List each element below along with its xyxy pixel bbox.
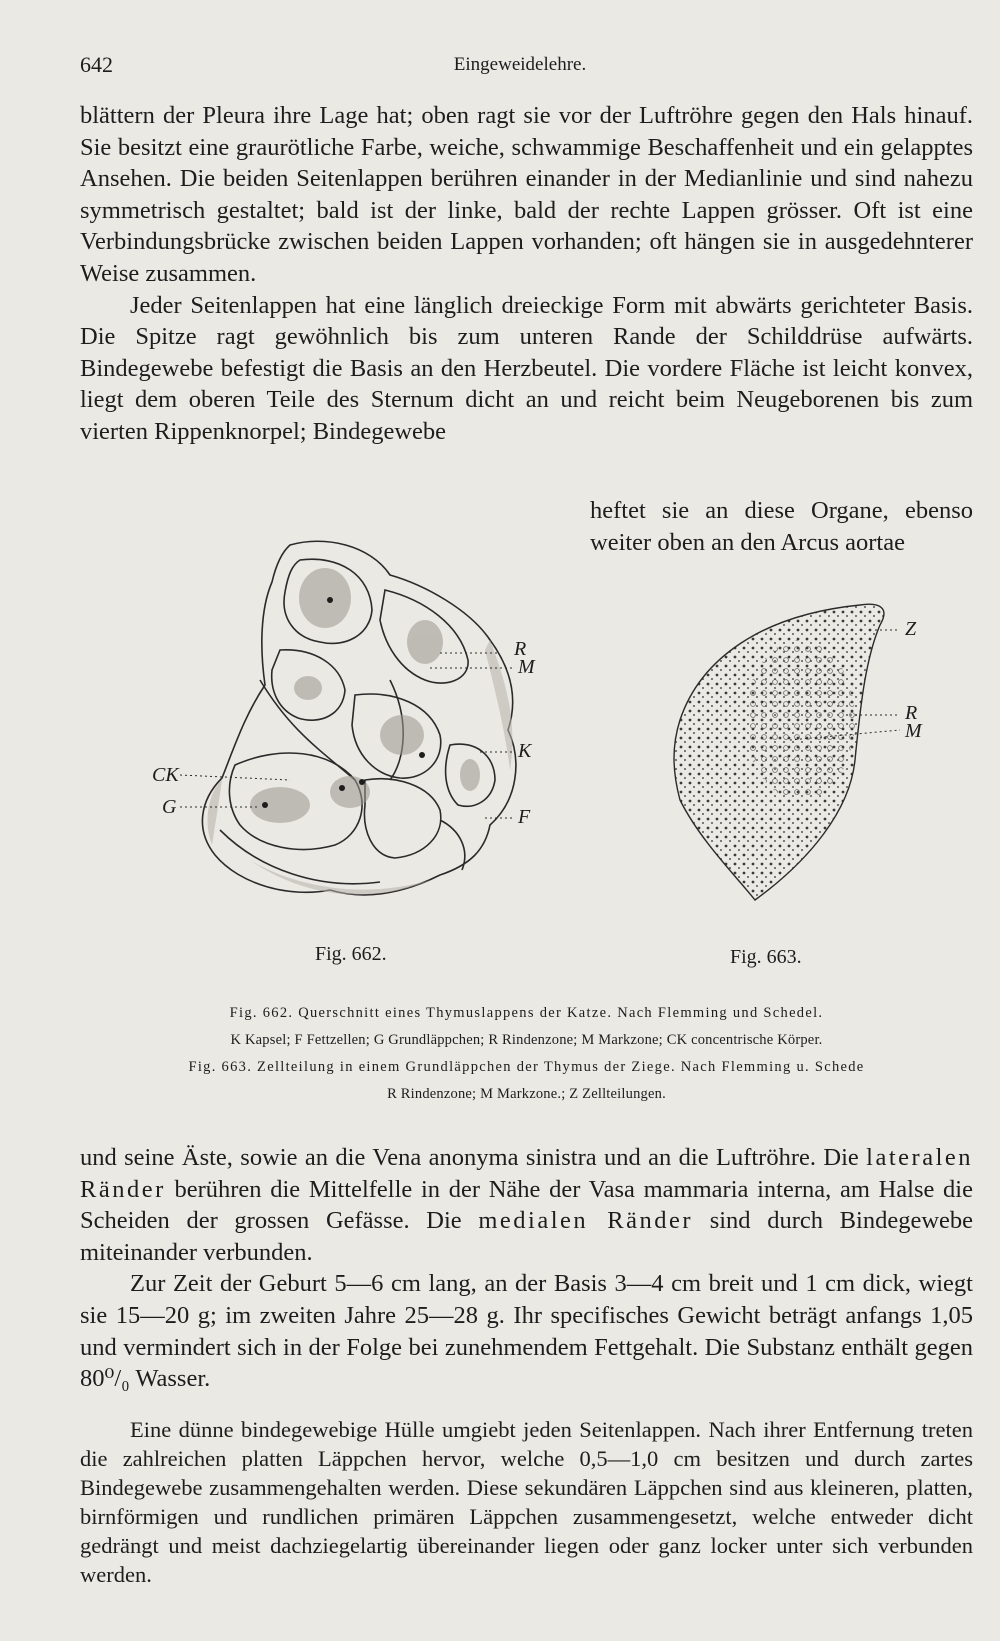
paragraph: blättern der Pleura ihre Lage hat; oben ragt sie vor der Luftröhre gegen den Hals hinauf. Sie besitzt eine graurötliche Farbe, weiche, schwammige Beschaffenheit und ein gelapptes Ansehen. Die beiden Seitenlappen berühren einander in der Medianlinie und sind nahezu symmetrisch gestaltet; bald ist der linke, bald der rechte Lappen grösser. Oft ist eine Verbindungsbrücke zwischen beiden Lappen vorhanden; oft hängen sie in ausgedehnterer Weise zusammen. bbox=[80, 102, 973, 287]
fig-662-label: Fig. 662. bbox=[315, 943, 387, 965]
fig-663-label: Fig. 663. bbox=[730, 946, 802, 968]
emphasis-lateral: lateralen Ränder bbox=[80, 1144, 973, 1203]
text-run: sind durch Bindegewebe miteinander verbunden. bbox=[80, 1207, 974, 1266]
label-Z: Z bbox=[905, 618, 917, 640]
emphasis-medial: medialen Ränder bbox=[478, 1207, 694, 1235]
label-R: R bbox=[905, 702, 918, 724]
label-R: R bbox=[514, 638, 527, 660]
label-M: M bbox=[905, 720, 922, 742]
fig-662-drawing bbox=[140, 530, 570, 930]
fig-663-drawing bbox=[660, 600, 920, 930]
page-number: 642 bbox=[80, 52, 113, 77]
caption-fig-662-legend: K Kapsel; F Fettzellen; G Grundläppchen; R Rindenzone; M Markzone; CK concentrische Körper. bbox=[230, 1032, 823, 1048]
paragraph: Jeder Seitenlappen hat eine länglich dreieckige Form mit abwärts gerichteter Basis. Die Spitze ragt gewöhnlich bis zum unteren Rande der Schilddrüse aufwärts. Bindegewebe befestigt die Basis an den Herzbeutel. Die vordere Fläche ist leicht konvex, liegt dem oberen Teile des Sternum dicht an und reicht beim Neugeborenen bis zum vierten Rippenknorpel; Bindegewebe bbox=[80, 291, 973, 445]
paragraph: heftet sie an diese Organe, ebenso weiter oben an den Arcus aortae bbox=[590, 497, 973, 556]
small-print-block bbox=[80, 1415, 973, 1589]
figure-area bbox=[140, 530, 970, 970]
label-K: K bbox=[518, 740, 532, 762]
label-F: F bbox=[518, 806, 531, 828]
bottom-text-block bbox=[80, 1142, 973, 1395]
paragraph bbox=[80, 1142, 973, 1268]
paragraph: Eine dünne bindegewebige Hülle umgiebt jeden Seitenlappen. Nach ihrer Entfernung treten die zahlreichen platten Läppchen hervor, welche 0,5—1,0 cm besitzen und durch zartes Bindegewebe zusammengehalten werden. Diese sekundären Läppchen sind aus kleineren, platten, birnförmigen und rundlichen primären Läppchen zusammengesetzt, welche entweder dicht gedrängt und meist dachziegelartig übereinander liegen oder ganz locker unter sich verbunden werden. bbox=[80, 1417, 973, 1587]
text-run: berühren die Mittelfelle in der Nähe der Vasa mammaria interna, am Halse die Scheiden der grossen Gefässe. Die bbox=[80, 1175, 973, 1235]
running-title: Eingeweidelehre. bbox=[453, 54, 587, 75]
page-header bbox=[80, 52, 960, 86]
label-M: M bbox=[518, 656, 535, 678]
top-text-block bbox=[80, 100, 973, 448]
label-G: G bbox=[162, 796, 177, 818]
figure-captions bbox=[80, 1000, 973, 1108]
paragraph: Zur Zeit der Geburt 5—6 cm lang, an der Basis 3—4 cm breit und 1 cm dick, wiegt sie 15—20 g; im zweiten Jahre 25—28 g. Ihr specifisches Gewicht beträgt anfangs 1,05 und vermindert sich in der Folge bei zunehmendem Fettgehalt. Die Substanz enthält gegen 80⁰/₀ Wasser. bbox=[80, 1270, 973, 1393]
caption-fig-663: Fig. 663. Zellteilung in einem Grundläppchen der Thymus der Ziege. Nach Flemming u. Schede bbox=[188, 1059, 865, 1075]
caption-fig-662: Fig. 662. Querschnitt eines Thymuslappens der Katze. Nach Flemming und Schedel. bbox=[229, 1005, 824, 1021]
text-run: und seine Äste, sowie an die Vena anonyma sinistra und an die Luftröhre. Die bbox=[80, 1144, 867, 1171]
label-CK: CK bbox=[152, 764, 179, 786]
caption-fig-663-legend: R Rindenzone; M Markzone.; Z Zellteilungen. bbox=[387, 1086, 666, 1102]
